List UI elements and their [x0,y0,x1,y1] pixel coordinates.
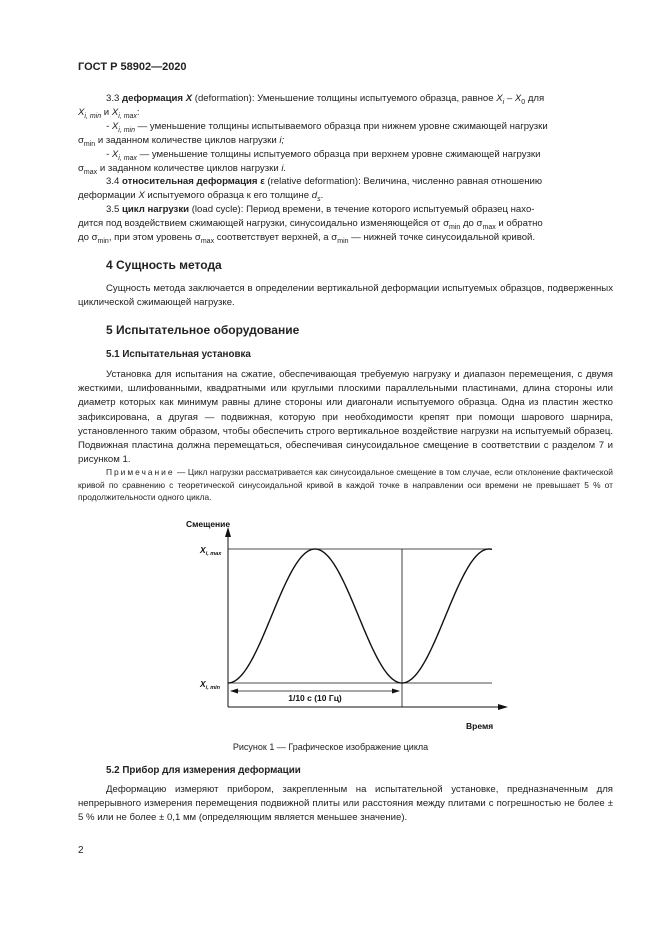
standard-header: ГОСТ Р 58902—2020 [78,61,187,73]
section-5-2-title: 5.2 Прибор для измерения деформации [106,765,301,776]
period-arrow-right [392,689,400,694]
term-3-4: 3.4 относительная деформация ε (relative deformation): Величина, численно равная отношению [106,176,543,187]
section-5-title: 5 Испытательное оборудование [106,323,300,337]
term-3-3-item-max: - $X_{i, max}$ — уменьшение толщины испытуемого образца при верхнем уровне сжимающей нагрузки [106,149,541,162]
term-3-3-item-min: - $X_{i, min}$ — уменьшение толщины испытываемого образца при нижнем уровне сжимающей нагрузки [106,121,548,134]
xmin-label: $X_{i, min}$ [200,679,221,691]
figure-caption: Рисунок 1 — Графическое изображение цикла [232,742,429,752]
term-3-5: 3.5 цикл нагрузки (load cycle): Период времени, в течение которого испытуемый образец нахо- [106,204,535,215]
x-axis-arrow [498,704,508,710]
sine-curve [228,549,492,683]
term-3-5-line3: до $\sigma_{min}$, при этом уровень $\sigma_{max}$ соответствует верхней, а $\sigma_{min}$ — нижней точке синусоидальной кривой. [78,232,536,245]
term-3-4-line2: деформации X испытуемого образца к его толщине $d_s$. [78,190,324,203]
section-5-2-text: Деформацию измеряют прибором, закрепленным на испытательной установке, предназначенным для непрерывного измерения перемещения подвижной плиты или расстояния между плитами с погрешностью не более ± 5 % или не более ± 0,1 мм (определяющим является меньшее значение). [78,784,613,824]
page-number: 2 [78,845,84,856]
period-label: 1/10 с (10 Гц) [288,693,342,703]
cycle-figure [180,515,510,737]
term-3-3-item-max-line2: $\sigma_{max}$ и заданном количестве циклов нагрузки i. [78,163,287,176]
section-4-text: Сущность метода заключается в определении вертикальной деформации испытуемых образцов, подверженных циклической сжимающей нагрузке. [78,283,613,309]
term-3-3-item-min-line2: $\sigma_{min}$ и заданном количестве циклов нагрузки i; [78,135,285,148]
note: Примечание — Цикл нагрузки рассматривается как синусоидальное смещение в том случае, если отклонение фактической кривой по сравнению с теоретической синусоидальной кривой в каждой точке в направлении оси времени не превышает 5 % от продолжительности одного цикла. [78,467,613,503]
period-arrow-left [230,689,238,694]
term-3-3: 3.3 деформация X (deformation): Уменьшение толщины испытуемого образца, равное $X_i - X_0$ для [106,93,545,106]
term-3-3-line2: $X_{i, min}$ и $X_{i, max}$: [78,107,140,120]
term-3-5-line2: дится под воздействием сжимающей нагрузки, синусоидально изменяющейся от $\sigma_{min}$ до $\sigma_{max}$ и обратно [78,218,543,231]
y-axis-label: Смещение [186,519,231,529]
section-5-1-title: 5.1 Испытательная установка [106,349,251,360]
x-axis-label: Время [466,721,494,731]
xmax-label: $X_{i, max}$ [200,545,222,557]
section-4-title: 4 Сущность метода [106,258,222,272]
section-5-1-text: Установка для испытания на сжатие, обеспечивающая требуемую нагрузку и диапазон перемещения, с двумя жесткими, шлифованными, квадратными или круглыми плоскими параллельными пластинами, длина стороны или диаметр которых как минимум равны длине стороны или диагонали испытуемого образца. Одна из пластин жестко зафиксирована, а другая — подвижная, которую при необходимости крепят при помощи шарового шарнира, установленного таким образом, чтобы обеспечить строго вертикальное воздействие нагрузки на испытуемый образец. Подвижная пластина должна перемещаться, обеспечивая синусоидальное смещение в соответствии с разделом 7 и рисунком 1. [78,369,613,466]
